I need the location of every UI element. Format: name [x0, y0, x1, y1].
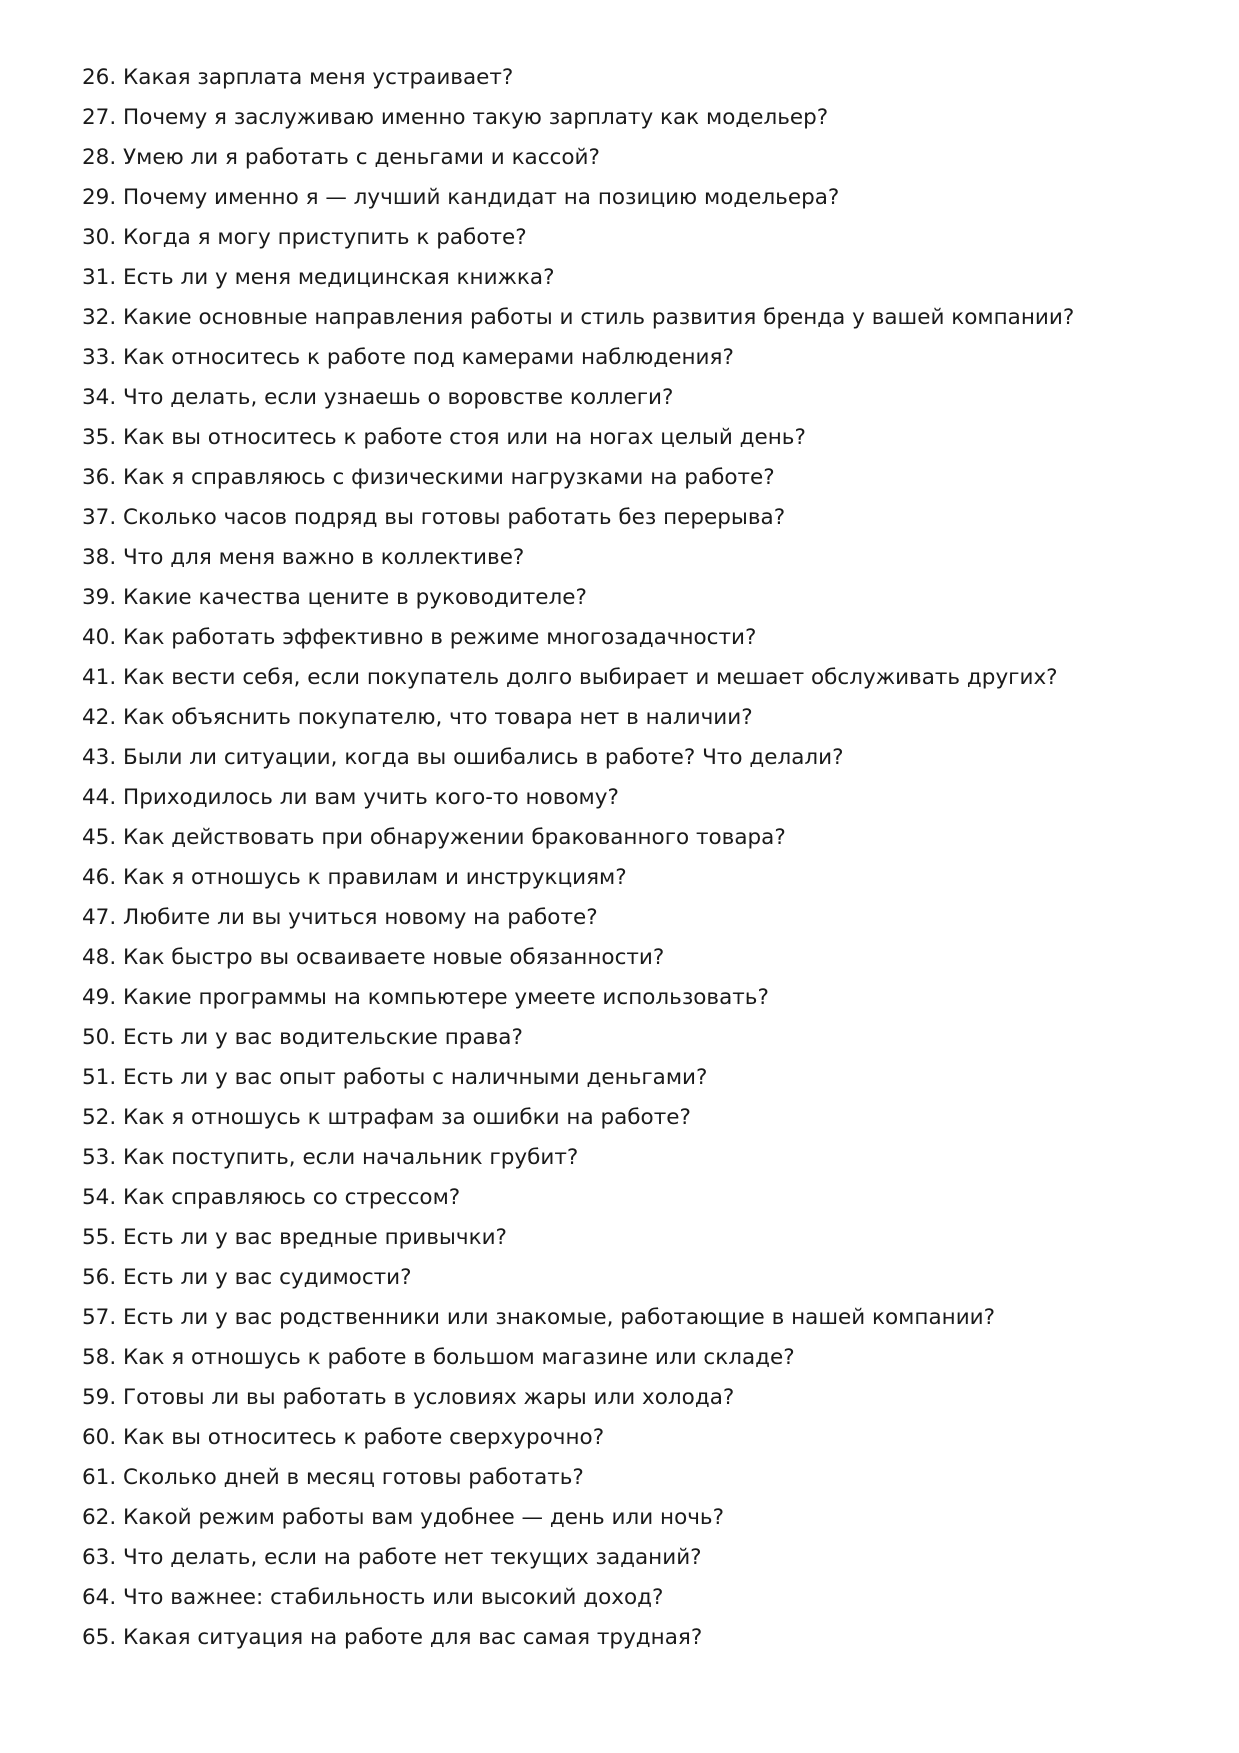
- question-item: 54. Как справляюсь со стрессом?: [82, 1185, 461, 1210]
- question-item: 57. Есть ли у вас родственники или знакомые, работающие в нашей компании?: [82, 1305, 996, 1330]
- question-item: 52. Как я отношусь к штрафам за ошибки на работе?: [82, 1105, 691, 1130]
- question-item: 38. Что для меня важно в коллективе?: [82, 545, 525, 570]
- question-item: 51. Есть ли у вас опыт работы с наличными деньгами?: [82, 1065, 708, 1090]
- question-item: 31. Есть ли у меня медицинская книжка?: [82, 265, 555, 290]
- question-item: 26. Какая зарплата меня устраивает?: [82, 65, 514, 90]
- question-item: 34. Что делать, если узнаешь о воровстве коллеги?: [82, 385, 674, 410]
- question-item: 33. Как относитесь к работе под камерами наблюдения?: [82, 345, 734, 370]
- question-item: 39. Какие качества цените в руководителе?: [82, 585, 587, 610]
- question-item: 53. Как поступить, если начальник грубит?: [82, 1145, 579, 1170]
- question-item: 56. Есть ли у вас судимости?: [82, 1265, 412, 1290]
- question-item: 55. Есть ли у вас вредные привычки?: [82, 1225, 507, 1250]
- question-item: 63. Что делать, если на работе нет текущих заданий?: [82, 1545, 702, 1570]
- question-item: 60. Как вы относитесь к работе сверхурочно?: [82, 1425, 605, 1450]
- question-item: 46. Как я отношусь к правилам и инструкциям?: [82, 865, 627, 890]
- question-item: 50. Есть ли у вас водительские права?: [82, 1025, 523, 1050]
- question-item: 37. Сколько часов подряд вы готовы работать без перерыва?: [82, 505, 786, 530]
- question-item: 28. Умею ли я работать с деньгами и кассой?: [82, 145, 600, 170]
- question-item: 43. Были ли ситуации, когда вы ошибались в работе? Что делали?: [82, 745, 844, 770]
- question-item: 62. Какой режим работы вам удобнее — день или ночь?: [82, 1505, 725, 1530]
- question-item: 44. Приходилось ли вам учить кого-то новому?: [82, 785, 619, 810]
- question-item: 45. Как действовать при обнаружении бракованного товара?: [82, 825, 786, 850]
- question-item: 30. Когда я могу приступить к работе?: [82, 225, 527, 250]
- question-item: 65. Какая ситуация на работе для вас самая трудная?: [82, 1625, 703, 1650]
- question-item: 35. Как вы относитесь к работе стоя или на ногах целый день?: [82, 425, 806, 450]
- question-item: 47. Любите ли вы учиться новому на работе?: [82, 905, 598, 930]
- question-item: 42. Как объяснить покупателю, что товара нет в наличии?: [82, 705, 753, 730]
- question-item: 40. Как работать эффективно в режиме многозадачности?: [82, 625, 757, 650]
- question-item: 41. Как вести себя, если покупатель долго выбирает и мешает обслуживать других?: [82, 665, 1058, 690]
- question-item: 36. Как я справляюсь с физическими нагрузками на работе?: [82, 465, 775, 490]
- question-item: 58. Как я отношусь к работе в большом магазине или складе?: [82, 1345, 795, 1370]
- question-item: 29. Почему именно я — лучший кандидат на позицию модельера?: [82, 185, 840, 210]
- question-item: 59. Готовы ли вы работать в условиях жары или холода?: [82, 1385, 735, 1410]
- question-item: 64. Что важнее: стабильность или высокий доход?: [82, 1585, 664, 1610]
- question-item: 49. Какие программы на компьютере умеете использовать?: [82, 985, 769, 1010]
- question-item: 48. Как быстро вы осваиваете новые обязанности?: [82, 945, 665, 970]
- question-item: 32. Какие основные направления работы и стиль развития бренда у вашей компании?: [82, 305, 1075, 330]
- question-item: 61. Сколько дней в месяц готовы работать?: [82, 1465, 584, 1490]
- question-list: [82, 58, 1202, 1658]
- question-item: 27. Почему я заслуживаю именно такую зарплату как модельер?: [82, 105, 829, 130]
